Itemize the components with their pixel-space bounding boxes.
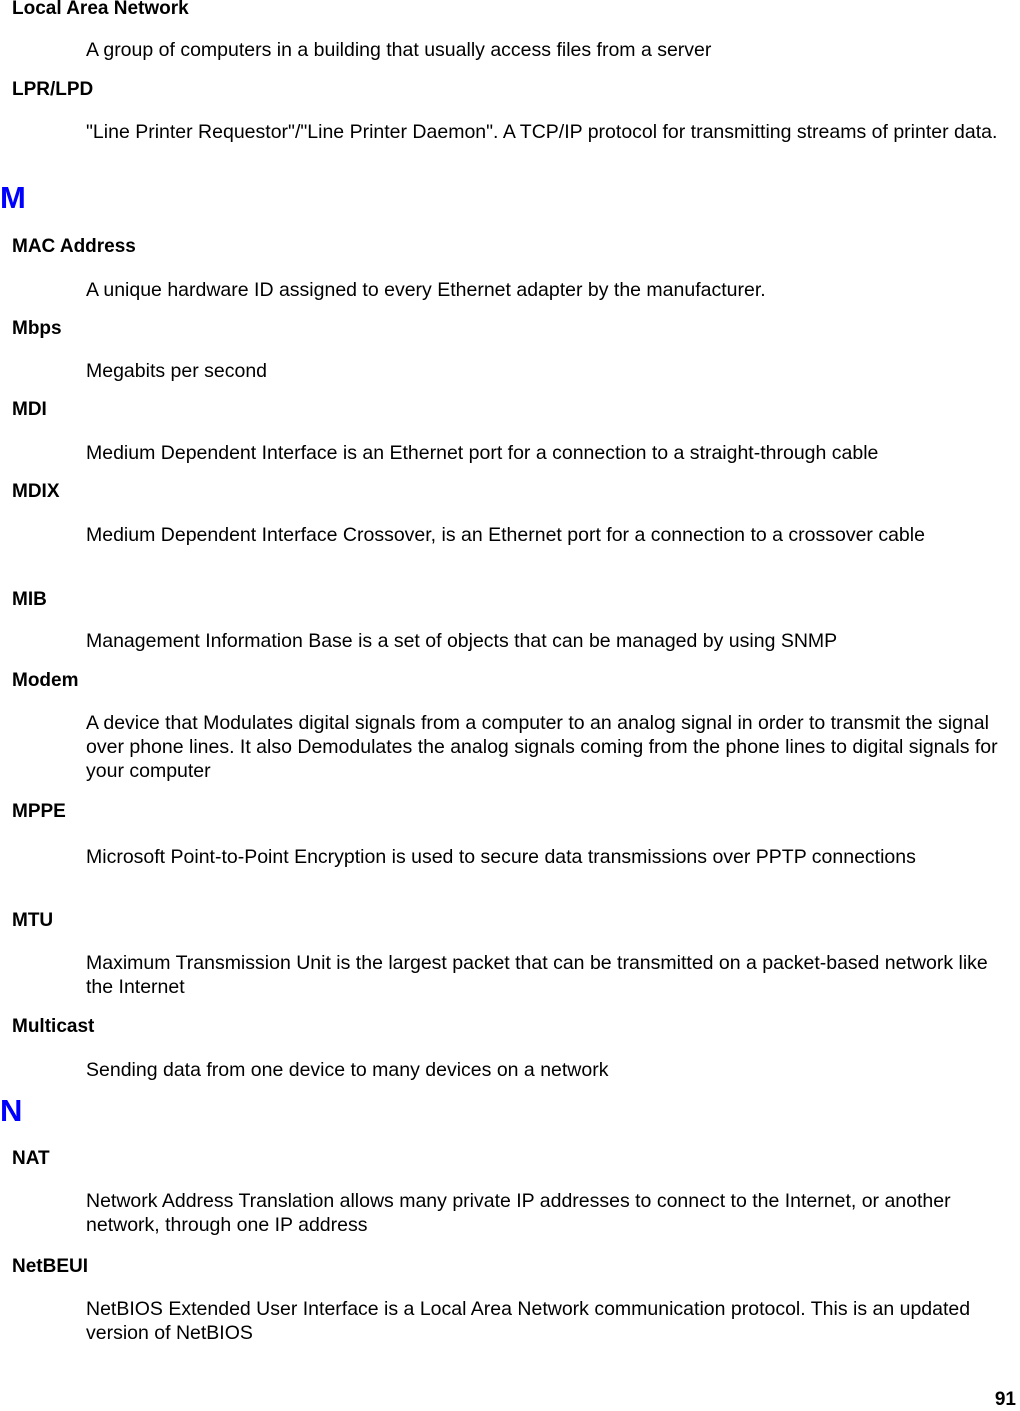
page-number: 91 (994, 1389, 1016, 1410)
glossary-term: Multicast (12, 1016, 95, 1037)
glossary-term: MDI (12, 399, 47, 420)
glossary-definition: Microsoft Point-to-Point Encryption is used to secure data transmissions over PPTP connections (86, 846, 916, 868)
glossary-term: MPPE (12, 801, 66, 822)
glossary-definition: NetBIOS Extended User Interface is a Local Area Network communication protocol. This is an updated version of NetBIOS (86, 1298, 971, 1344)
glossary-definition: A device that Modulates digital signals from a computer to an analog signal in order to transmit the signal over phone lines. It also Demodulates the analog signals coming from the phone lines to digital signals for your computer (86, 712, 998, 782)
glossary-term: MTU (12, 910, 54, 931)
glossary-definition: Management Information Base is a set of objects that can be managed by using SNMP (86, 630, 838, 652)
glossary-definition: Maximum Transmission Unit is the largest packet that can be transmitted on a packet-based network like the Internet (86, 952, 988, 998)
glossary-term: Local Area Network (12, 0, 189, 19)
glossary-term: NAT (12, 1148, 50, 1169)
glossary-definition: A group of computers in a building that usually access files from a server (86, 39, 712, 61)
glossary-term: Modem (12, 670, 79, 691)
glossary-definition: Network Address Translation allows many private IP addresses to connect to the Internet, or another network, through one IP address (86, 1190, 951, 1236)
glossary-term: MAC Address (12, 236, 136, 257)
glossary-term: Mbps (12, 318, 62, 339)
glossary-term: MIB (12, 589, 47, 610)
section-letter: N (0, 1093, 23, 1128)
glossary-definition: Medium Dependent Interface Crossover, is an Ethernet port for a connection to a crossover cable (86, 524, 925, 546)
glossary-definition: Sending data from one device to many devices on a network (86, 1059, 609, 1081)
glossary-definition: Megabits per second (86, 360, 268, 382)
glossary-definition: Medium Dependent Interface is an Ethernet port for a connection to a straight-through cable (86, 442, 879, 464)
glossary-term: NetBEUI (12, 1256, 89, 1277)
glossary-term: MDIX (12, 481, 60, 502)
glossary-definition: A unique hardware ID assigned to every Ethernet adapter by the manufacturer. (86, 279, 766, 301)
glossary-term: LPR/LPD (12, 79, 94, 100)
glossary-definition: "Line Printer Requestor"/"Line Printer Daemon". A TCP/IP protocol for transmitting streams of printer data. (86, 121, 998, 143)
section-letter: M (0, 180, 26, 215)
